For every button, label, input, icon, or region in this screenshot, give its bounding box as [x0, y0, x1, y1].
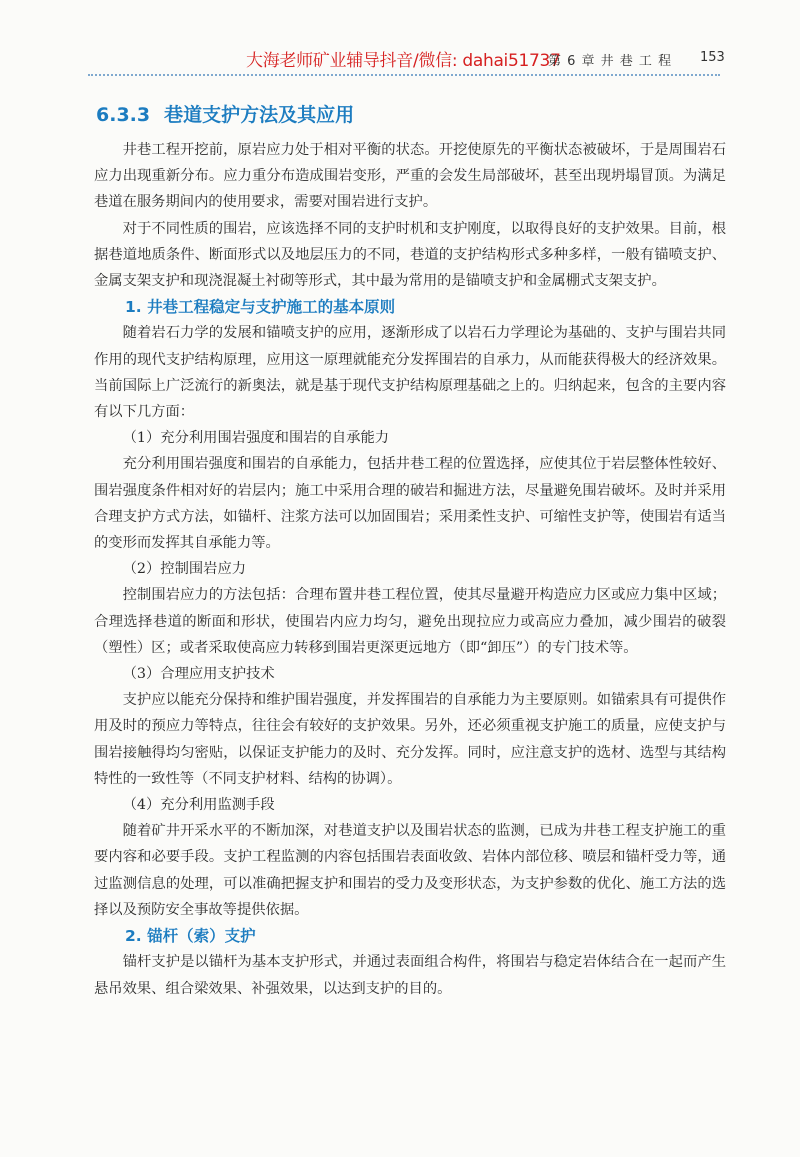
body-text: [94, 137, 726, 1002]
subsection-heading: 2. 锚杆（索）支护: [125, 927, 256, 946]
paragraph: 随着岩石力学的发展和锚喷支护的应用，逐渐形成了以岩石力学理论为基础的、支护与围岩共同作用的现代支护结构原理，应用这一原理就能充分发挥围岩的自承力，从而能获得极大的经济效果。当前国际上广泛流行的新奥法，就是基于现代支护结构原理基础之上的。归纳起来，包含的主要内容有以下几方面：: [94, 325, 726, 421]
paragraph: 对于不同性质的围岩，应该选择不同的支护时机和支护刚度，以取得良好的支护效果。目前，根据巷道地质条件、断面形式以及地层压力的不同，巷道的支护结构形式多种多样，一般有锚喷支护、金属支架支护和现浇混凝土衬砌等形式，其中最为常用的是锚喷支护和金属棚式支架支护。: [94, 220, 726, 290]
chapter-heading: 第 6 章 井 巷 工 程: [548, 54, 673, 69]
section-number: 6.3.3: [96, 104, 151, 126]
page-header: [0, 44, 800, 74]
paragraph: 充分利用围岩强度和围岩的自承能力，包括井巷工程的位置选择，应使其位于岩层整体性较好、围岩强度条件相对好的岩层内；施工中采用合理的破岩和掘进方法，尽量避免围岩破坏。及时并采用合理支护方式方法，如锚杆、注浆方法可以加固围岩；采用柔性支护、可缩性支护等，使围岩有适当的变形而发挥其自承能力等。: [94, 456, 726, 552]
section-title: [96, 100, 354, 127]
paragraph: 控制围岩应力的方法包括：合理布置井巷工程位置，使其尽量避开构造应力区或应力集中区域；合理选择巷道的断面和形状，使围岩内应力均匀，避免出现拉应力或高应力叠加，减少围岩的破裂（塑性）区；或者采取使高应力转移到围岩更深更远地方（即“卸压”）的专门技术等。: [94, 587, 726, 656]
watermark-text: 大海老师矿业辅导抖音/微信: dahai51737: [246, 51, 561, 71]
page-number: 153: [700, 50, 725, 65]
list-item-heading: （1）充分利用围岩强度和围岩的自承能力: [122, 430, 390, 447]
paragraph: 锚杆支护是以锚杆为基本支护形式，并通过表面组合构件，将围岩与稳定岩体结合在一起而产生悬吊效果、组合梁效果、补强效果，以达到支护的目的。: [94, 954, 726, 997]
list-item-heading: （2）控制围岩应力: [122, 561, 247, 578]
paragraph: 井巷工程开挖前，原岩应力处于相对平衡的状态。开挖使原先的平衡状态被破坏，于是周围岩石应力出现重新分布。应力重分布造成围岩变形，严重的会发生局部破坏，甚至出现坍塌冒顶。为满足巷道在服务期间内的使用要求，需要对围岩进行支护。: [94, 142, 726, 211]
paragraph: 支护应以能充分保持和维护围岩强度，并发挥围岩的自承能力为主要原则。如锚索具有可提供作用及时的预应力等特点，往往会有较好的支护效果。另外，还必须重视支护施工的质量，应使支护与围岩接触得均匀密贴，以保证支护能力的及时、充分发挥。同时，应注意支护的选材、选型与其结构特性的一致性等（不同支护材料、结构的协调）。: [94, 692, 726, 787]
list-item-heading: （3）合理应用支护技术: [122, 666, 275, 683]
section-title-text: 巷道支护方法及其应用: [164, 104, 355, 126]
subsection-heading: 1. 井巷工程稳定与支护施工的基本原则: [125, 298, 396, 317]
header-divider: [88, 74, 720, 76]
paragraph: 随着矿井开采水平的不断加深，对巷道支护以及围岩状态的监测，已成为井巷工程支护施工的重要内容和必要手段。支护工程监测的内容包括围岩表面收敛、岩体内部位移、喷层和锚杆受力等，通过监测信息的处理，可以准确把握支护和围岩的受力及变形状态，为支护参数的优化、施工方法的选择以及预防安全事故等提供依据。: [94, 823, 726, 918]
list-item-heading: （4）充分利用监测手段: [122, 797, 275, 814]
